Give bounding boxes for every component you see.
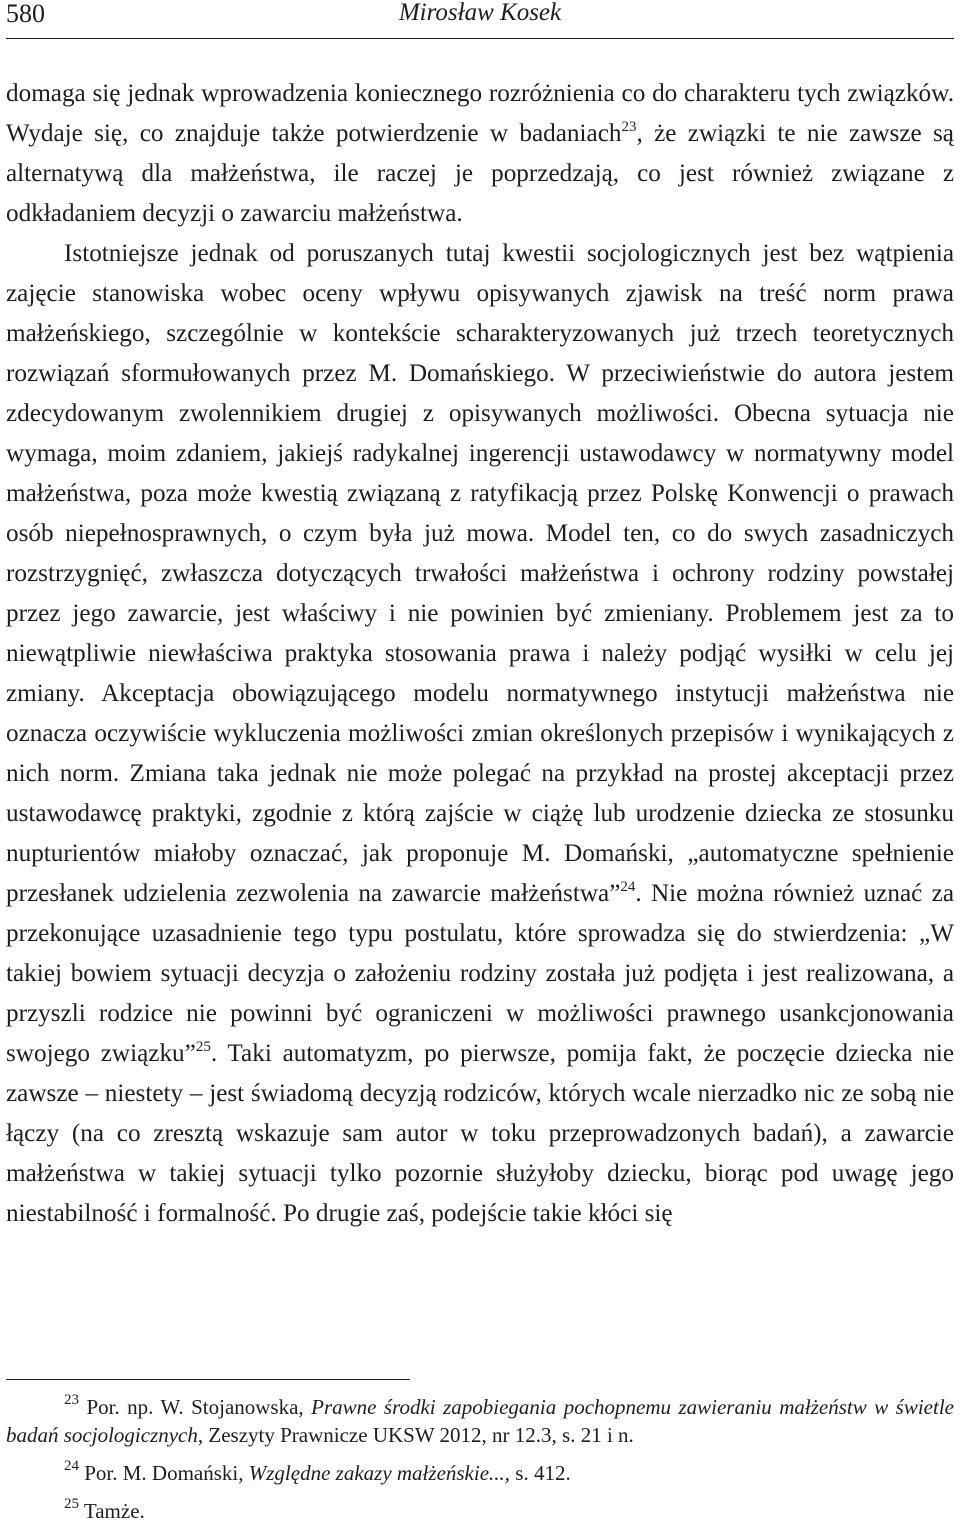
paragraph-2-text-c: . Taki automatyzm, po pierwsze, pomija fakt, że poczęcie dziecka nie zawsze – niestety – jest świadomą decyzją rodziców, których wcale nierzadko nic ze sobą nie łączy (na co zresztą wskazuje sam autor w toku przeprowadzonych badań), a zawarcie małżeństwa w takiej sytuacji tylko pozornie służyłoby dziecku, biorąc pod uwagę jego niestabilność i formalność. Po drugie zaś, podejście takie kłóci się <box>6 1040 954 1227</box>
paragraph-2-text-a: Istotniejsze jednak od poruszanych tutaj kwestii socjologicznych jest bez wątpienia zajęcie stanowiska wobec oceny wpływu opisywanych zjawisk na treść norm prawa małżeńskiego, szczególnie w kontekście scharakteryzowanych już trzech teoretycznych rozwiązań sformułowanych przez M. Domańskiego. W przeciwieństwie do autora jestem zdecydowanym zwolennikiem drugiej z opisywanych możliwości. Obecna sytuacja nie wymaga, moim zdaniem, jakiejś radykalnej ingerencji ustawodawcy w normatywny model małżeństwa, poza może kwestią związaną z ratyfikacją przez Polskę Konwencji o prawach osób niepełnosprawnych, o czym była już mowa. Model ten, co do swych zasadniczych rozstrzygnięć, zwłaszcza dotyczących trwałości małżeństwa i ochrony rodziny powstałej przez jego zawarcie, jest właściwy i nie powinien być zmieniany. Problemem jest za to niewątpliwie niewłaściwa praktyka stosowania prawa i należy podjąć wysiłki w celu jej zmiany. Akceptacja obowiązującego modelu normatywnego instytucji małżeństwa nie oznacza oczywiście wykluczenia możliwości zmian określonych przepisów i wynikających z nich norm. Zmiana taka jednak nie może polegać na przykład na prostej akceptacji przez ustawodawcę praktyki, zgodnie z którą zajście w ciążę lub urodzenie dziecka ze stosunku nupturientów miałoby oznaczać, jak proponuje M. Domański, „automatyczne spełnienie przesłanek udzielenia zezwolenia na zawarcie małżeństwa” <box>6 240 954 907</box>
footnote-number: 24 <box>64 1458 79 1474</box>
footnote-text: Tamże. <box>79 1499 145 1523</box>
paragraph-1 <box>6 74 954 234</box>
footnote-text: , s. 412. <box>504 1461 571 1485</box>
paragraph-2 <box>6 234 954 1234</box>
paragraph-1-text-a: domaga się jednak wprowadzenia koniecznego rozróżnienia co do charakteru tych związków. Wydaje się, co znajduje także potwierdzenie w badaniach <box>6 80 954 147</box>
main-text <box>6 74 954 1234</box>
footnote-text: , Zeszyty Prawnicze UKSW 2012, nr 12.3, s. 21 i n. <box>197 1423 634 1447</box>
footnote-text: Por. M. Domański, <box>79 1461 249 1485</box>
footnote-24 <box>6 1459 954 1487</box>
paragraph-1-text-b: , że związki te nie zawsze są alternatywą dla małżeństwa, ile raczej je poprzedzają, co jest również związane z odkładaniem decyzji o zawarciu małżeństwa. <box>6 120 954 227</box>
footnote-number: 25 <box>64 1496 79 1512</box>
page-header <box>6 0 954 40</box>
footnote-ref-25: 25 <box>195 1039 211 1055</box>
footnote-text: Por. np. W. Stojanowska, <box>79 1395 312 1419</box>
footnote-23 <box>6 1393 954 1449</box>
footnote-number: 23 <box>64 1392 79 1408</box>
footnote-ref-23: 23 <box>621 119 637 135</box>
footnotes <box>6 1393 954 1525</box>
paragraph-2-text-b: . Nie można również uznać za przekonujące uzasadnienie tego typu postulatu, które sprowadza się do stwierdzenia: „W takiej bowiem sytuacji decyzja o założeniu rodziny została już podjęta i jest realizowana, a przyszli rodzice nie powinni być ograniczeni w możliwości prawnego usankcjonowania swojego związku” <box>6 880 954 1067</box>
footnote-title: Prawne środki zapobiegania pochopnemu zawieraniu małżeństw w świetle badań socjologicznych <box>6 1395 954 1447</box>
running-head-author: Mirosław Kosek <box>398 0 562 26</box>
page-number: 580 <box>6 0 45 28</box>
header-rule <box>6 38 954 39</box>
footnote-rule <box>6 1379 410 1380</box>
footnote-25 <box>6 1497 954 1525</box>
footnote-ref-24: 24 <box>620 879 636 895</box>
footnote-title: Względne zakazy małżeńskie... <box>248 1461 505 1485</box>
